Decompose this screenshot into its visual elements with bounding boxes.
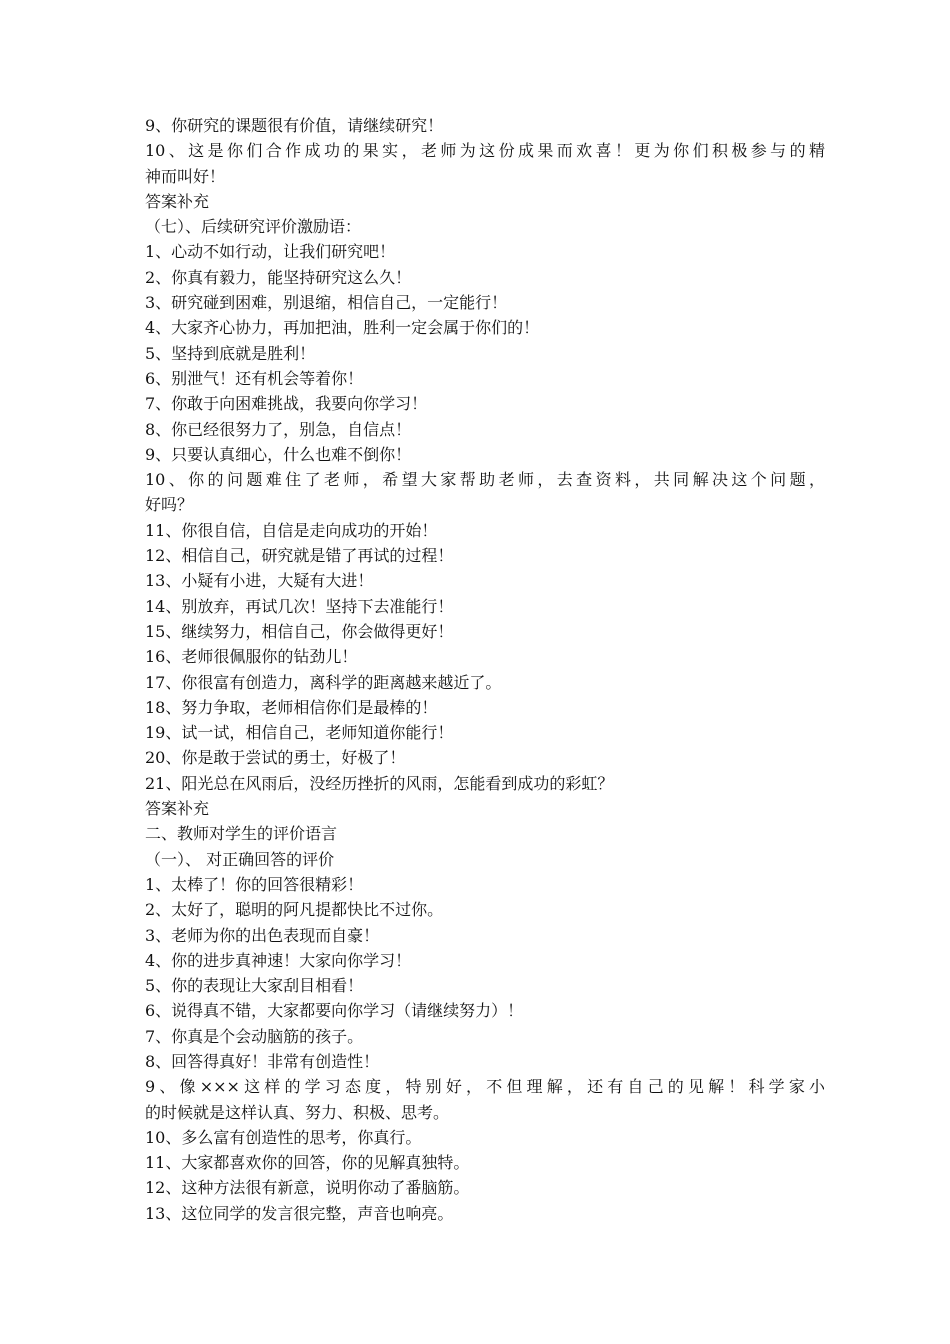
text-line: 4、大家齐心协力，再加把油，胜利一定会属于你们的！ bbox=[145, 318, 540, 338]
text-line: 7、你真是个会动脑筋的孩子。 bbox=[145, 1026, 364, 1046]
text-line: 16、老师很佩服你的钻劲儿！ bbox=[145, 647, 358, 667]
text-line: 5、坚持到底就是胜利！ bbox=[145, 343, 316, 363]
text-line: 1、太棒了！你的回答很精彩！ bbox=[145, 874, 364, 894]
text-line: 21、阳光总在风雨后，没经历挫折的风雨，怎能看到成功的彩虹？ bbox=[145, 773, 614, 793]
text-line: （一）、 对正确回答的评价 bbox=[145, 849, 335, 869]
text-line: （七）、后续研究评价激励语： bbox=[145, 217, 362, 237]
text-line: 2、太好了，聪明的阿凡提都快比不过你。 bbox=[145, 900, 444, 920]
text-line: 8、回答得真好！非常有创造性！ bbox=[145, 1051, 380, 1071]
text-line: 9、像×××这样的学习态度，特别好，不但理解，还有自己的见解！科学家小 bbox=[145, 1077, 825, 1097]
text-line: 11、你很自信，自信是走向成功的开始！ bbox=[145, 520, 438, 540]
text-line: 14、别放弃，再试几次！坚持下去准能行！ bbox=[145, 596, 454, 616]
text-line: 7、你敢于向困难挑战，我要向你学习！ bbox=[145, 394, 428, 414]
text-line: 12、相信自己，研究就是错了再试的过程！ bbox=[145, 546, 454, 566]
text-line: 6、说得真不错，大家都要向你学习（请继续努力）！ bbox=[145, 1001, 524, 1021]
text-line: 答案补充 bbox=[145, 191, 210, 211]
text-line: 10、这是你们合作成功的果实，老师为这份成果而欢喜！更为你们积极参与的精 bbox=[145, 141, 825, 161]
text-line: 20、你是敢于尝试的勇士，好极了！ bbox=[145, 748, 406, 768]
text-line: 10、多么富有创造性的思考，你真行。 bbox=[145, 1127, 422, 1147]
text-line: 5、你的表现让大家刮目相看！ bbox=[145, 976, 364, 996]
text-line: 8、你已经很努力了，别急，自信点！ bbox=[145, 419, 412, 439]
document-page bbox=[145, 113, 825, 1226]
text-line: 15、继续努力，相信自己，你会做得更好！ bbox=[145, 621, 454, 641]
text-line: 9、只要认真细心，什么也难不倒你！ bbox=[145, 444, 412, 464]
text-line: 2、你真有毅力，能坚持研究这么久！ bbox=[145, 267, 412, 287]
text-line: 13、这位同学的发言很完整，声音也响亮。 bbox=[145, 1203, 454, 1223]
text-line: 神而叫好！ bbox=[145, 166, 226, 186]
text-line: 13、小疑有小进，大疑有大进！ bbox=[145, 571, 374, 591]
text-line: 19、试一试，相信自己，老师知道你能行！ bbox=[145, 723, 454, 743]
text-line: 6、别泄气！还有机会等着你！ bbox=[145, 368, 364, 388]
text-line: 3、老师为你的出色表现而自豪！ bbox=[145, 925, 380, 945]
text-line: 好吗？ bbox=[145, 495, 194, 515]
text-line: 9、你研究的课题很有价值，请继续研究！ bbox=[145, 116, 444, 135]
text-line: 11、大家都喜欢你的回答，你的见解真独特。 bbox=[145, 1153, 470, 1173]
text-line: 二、教师对学生的评价语言 bbox=[145, 824, 338, 844]
text-line: 17、你很富有创造力，离科学的距离越来越近了。 bbox=[145, 672, 502, 692]
text-line: 18、努力争取，老师相信你们是最棒的！ bbox=[145, 697, 438, 717]
text-line: 答案补充 bbox=[145, 799, 210, 819]
text-line: 10、你的问题难住了老师，希望大家帮助老师，去查资料，共同解决这个问题， bbox=[145, 470, 825, 490]
text-line: 1、心动不如行动，让我们研究吧！ bbox=[145, 242, 396, 262]
text-line: 3、研究碰到困难，别退缩，相信自己，一定能行！ bbox=[145, 293, 508, 313]
text-line: 的时候就是这样认真、努力、积极、思考。 bbox=[145, 1102, 450, 1122]
text-line: 12、这种方法很有新意，说明你动了番脑筋。 bbox=[145, 1178, 470, 1198]
text-line: 4、你的进步真神速！大家向你学习！ bbox=[145, 950, 412, 970]
